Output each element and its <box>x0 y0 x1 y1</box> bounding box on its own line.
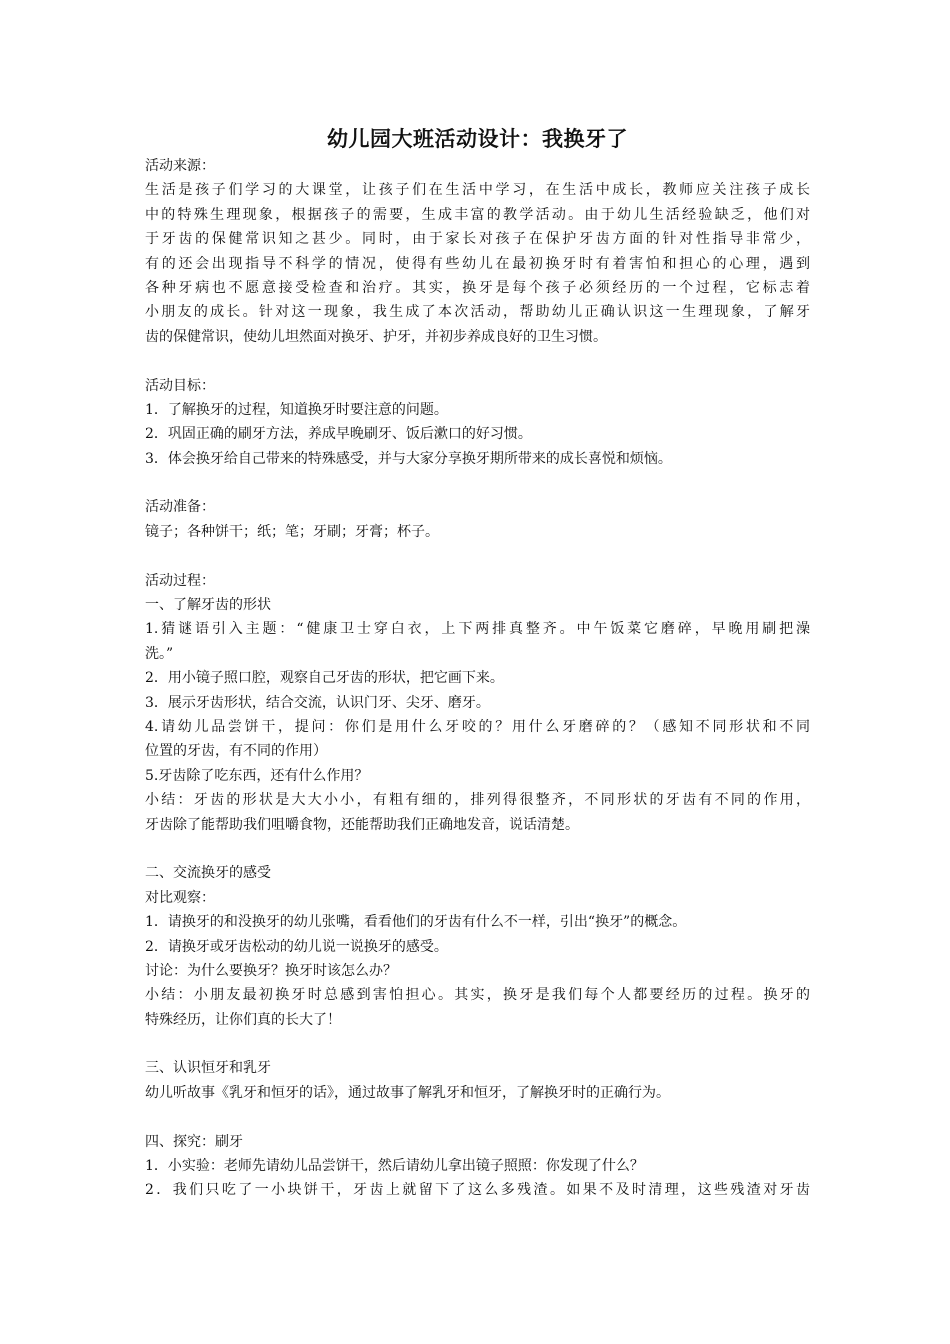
subsection-brushing <box>145 1130 810 1203</box>
list-item: 4.请幼儿品尝饼干，提问：你们是用什么牙咬的？用什么牙磨碎的？（感知不同形状和不同 <box>145 718 810 735</box>
paragraph-line: 牙齿除了能帮助我们咀嚼食物，还能帮助我们正确地发音，说话清楚。 <box>145 816 579 833</box>
paragraph-line: 有的还会出现指导不科学的情况，使得有些幼儿在最初换牙时有着害怕和担心的心理，遇到 <box>145 255 810 272</box>
subsection-share-feelings <box>145 861 810 1032</box>
list-item: 3．展示牙齿形状，结合交流，认识门牙、尖牙、磨牙。 <box>145 694 490 711</box>
document-title: 幼儿园大班活动设计：我换牙了 <box>327 127 628 151</box>
section-prep <box>145 495 810 544</box>
section-source <box>145 154 810 349</box>
paragraph-line: 洗。” <box>145 645 174 662</box>
subsection-heading: 一、了解牙齿的形状 <box>145 597 271 614</box>
subsection-heading: 四、探究：刷牙 <box>145 1133 243 1150</box>
document-page <box>145 124 810 1203</box>
paragraph-line: 镜子；各种饼干；纸；笔；牙刷；牙膏；杯子。 <box>145 523 439 540</box>
section-heading: 活动目标： <box>145 377 215 394</box>
paragraph-line: 小结：牙齿的形状是大大小小，有粗有细的，排列得很整齐，不同形状的牙齿有不同的作用， <box>145 792 810 809</box>
list-item: 1．小实验：老师先请幼儿品尝饼干，然后请幼儿拿出镜子照照：你发现了什么？ <box>145 1158 644 1175</box>
list-item: 2．我们只吃了一小块饼干，牙齿上就留下了这么多残渣。如果不及时清理，这些残渣对牙齿 <box>145 1182 810 1199</box>
list-item: 2．请换牙或牙齿松动的幼儿说一说换牙的感受。 <box>145 938 448 955</box>
list-item: 1．了解换牙的过程，知道换牙时要注意的问题。 <box>145 401 448 418</box>
list-item: 5.牙齿除了吃东西，还有什么作用？ <box>145 767 369 784</box>
paragraph-line: 特殊经历，让你们真的长大了！ <box>145 1011 341 1028</box>
paragraph-line: 齿的保健常识，使幼儿坦然面对换牙、护牙，并初步养成良好的卫生习惯。 <box>145 328 607 345</box>
paragraph-line: 中的特殊生理现象，根据孩子的需要，生成丰富的教学活动。由于幼儿生活经验缺乏，他们对 <box>145 206 810 223</box>
section-heading: 活动过程： <box>145 572 215 589</box>
paragraph-line: 小结：小朋友最初换牙时总感到害怕担心。其实，换牙是我们每个人都要经历的过程。换牙的 <box>145 987 810 1004</box>
paragraph-line: 1.猜谜语引入主题：“健康卫士穿白衣，上下两排真整齐。中午饭菜它磨碎，早晚用刷把澡 <box>145 621 810 638</box>
section-goals <box>145 374 810 472</box>
subsection-heading: 三、认识恒牙和乳牙 <box>145 1060 271 1077</box>
paragraph-line: 小朋友的成长。针对这一现象，我生成了本次活动，帮助幼儿正确认识这一生理现象，了解牙 <box>145 304 810 321</box>
subsection-permanent-teeth <box>145 1056 810 1105</box>
subsection-teeth-shape <box>145 593 810 837</box>
list-item: 2．用小镜子照口腔，观察自己牙齿的形状，把它画下来。 <box>145 670 504 687</box>
subsection-heading: 二、交流换牙的感受 <box>145 865 271 882</box>
paragraph-line: 讨论：为什么要换牙？换牙时该怎么办？ <box>145 962 397 979</box>
paragraph-line: 对比观察： <box>145 889 215 906</box>
paragraph-line: 生活是孩子们学习的大课堂，让孩子们在生活中学习，在生活中成长，教师应关注孩子成长 <box>145 182 810 199</box>
paragraph-line: 于牙齿的保健常识知之甚少。同时，由于家长对孩子在保护牙齿方面的针对性指导非常少， <box>145 231 810 248</box>
section-heading: 活动准备： <box>145 499 215 516</box>
paragraph-line: 幼儿听故事《乳牙和恒牙的话》，通过故事了解乳牙和恒牙，了解换牙时的正确行为。 <box>145 1084 670 1101</box>
list-item: 1．请换牙的和没换牙的幼儿张嘴，看看他们的牙齿有什么不一样，引出“换牙”的概念。 <box>145 914 687 931</box>
section-heading: 活动来源： <box>145 158 215 174</box>
list-item: 2．巩固正确的刷牙方法，养成早晚刷牙、饭后漱口的好习惯。 <box>145 426 532 443</box>
paragraph-line: 各种牙病也不愿意接受检查和治疗。其实，换牙是每个孩子必须经历的一个过程，它标志着 <box>145 279 810 296</box>
list-item: 3．体会换牙给自己带来的特殊感受，并与大家分享换牙期所带来的成长喜悦和烦恼。 <box>145 450 672 467</box>
section-process <box>145 569 810 1203</box>
paragraph-line: 位置的牙齿，有不同的作用） <box>145 743 327 760</box>
